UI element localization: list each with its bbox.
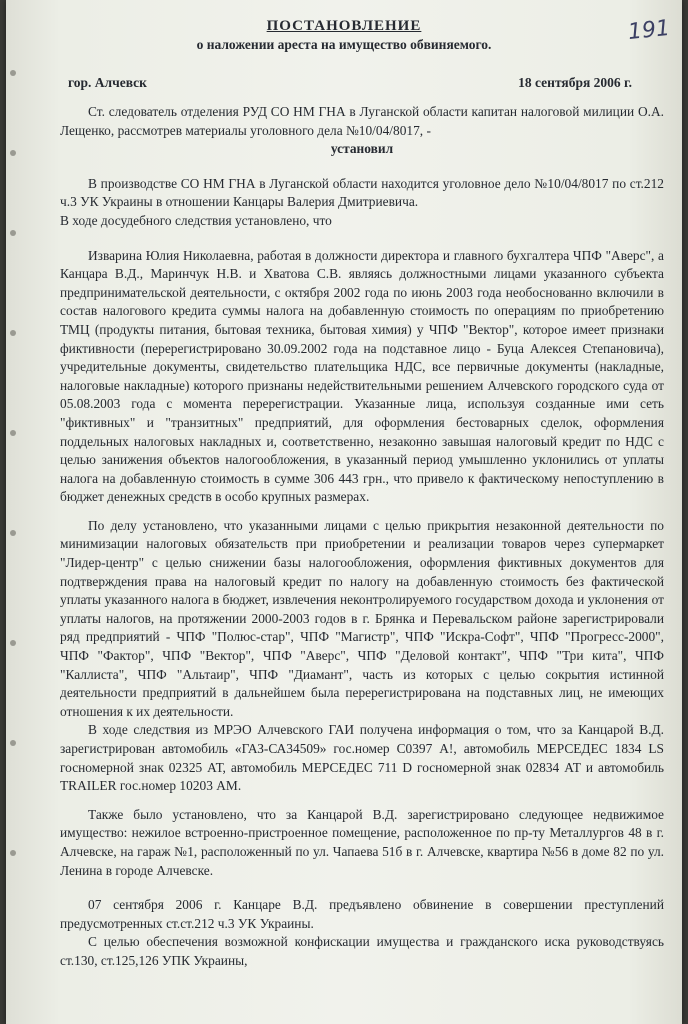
title-block: [6, 15, 682, 53]
paragraph-grounds: С целью обеспечения возможной конфискации имущества и гражданского иска руководствуясь ст.130, ст.125,126 УПК Украины,: [60, 934, 664, 968]
paragraph-companies: По делу установлено, что указанными лицами с целью прикрытия незаконной деятельности по минимизации налоговых обязательств при приобретении и реализации товаров через супермаркет "Лидер-центр" с целью снижении базы налогообложения, оформления фиктивных документов для подтверждения права на налоговый кредит по налогу на добавленную стоимость без фактической уплаты указанного налога в бюджет, извлечения неконтролируемого государством дохода и уклонения от уплаты налогов, на протяжении 2000-2003 годов в г. Брянка и Перевальском районе зарегистрировали ряд предприятий - ЧПФ "Полюс-стар", ЧПФ "Магистр", ЧПФ "Искра-Софт", ЧПФ "Прогресс-2000", ЧПФ "Фактор", ЧПФ "Вектор", ЧПФ "Аверс", ЧПФ "Деловой контакт", ЧПФ "Три кита", ЧПФ "Каллиста", ЧПФ "Альтаир", ЧПФ "Диамант", часть из которых с целью сокрытия истинной деятельности предприятий в дальнейшем была перерегистрирована на подставных лиц, не имеющих отношения к их деятельности.: [60, 517, 664, 719]
paragraph-charge: 07 сентября 2006 г. Канцаре В.Д. предъявлено обвинение в совершении преступлений предусмотренных ст.ст.212 ч.3 УК Украины.: [60, 897, 664, 931]
document-date: 18 сентября 2006 г.: [518, 75, 632, 90]
place-date-row: [68, 75, 632, 91]
paragraph-facts: Изварина Юлия Николаевна, работая в должности директора и главного бухгалтера ЧПФ "Аверс", а Канцара В.Д., Маринчук Н.В. и Хватова С.В. являясь должностными лицами указанного субъекта предпринимательской деятельности, с октября 2002 года по июнь 2003 года необоснованно включили в состав налогового кредита суммы налога на добавленную стоимость по операциям по приобретению ТМЦ (продукты питания, бытовая техника, бытовая химия) у ЧПФ "Вектор", которое имеет признаки фиктивности (перерегистрировано 30.09.2002 года на подставное лицо - Буца Алексея Степановича), учредительные документы, свидетельство плательщика НДС, все первичные документы (накладные, налоговые накладные) которого признаны недействительными решением Алчевского городского суда от 05.08.2003 года с момента перерегистрации. Указанные лица, используя созданные ими сеть "фиктивных" и "транзитных" предприятий, для оформления бестоварных сделок, оформления поддельных налоговых накладных и, соответственно, незаконно завышая налоговый кредит по НДС с целью занижения объектов налогообложения, в указанный период умышленно уклонились от уплаты налога на добавленную стоимость в сумме 306 443 грн., что привело к фактическому непоступлению в бюджет денежных средств в особо крупных размерах.: [60, 247, 664, 505]
handwritten-page-number: 191: [626, 15, 672, 46]
document-page: [6, 0, 682, 1024]
intro-paragraph: Ст. следователь отделения РУД СО НМ ГНА в Луганской области капитан налоговой милиции О.А. Лещенко, рассмотрев материалы уголовного дела №10/04/8017, -: [60, 104, 664, 138]
paragraph-property: Также было установлено, что за Канцарой В.Д. зарегистрировано следующее недвижимое имущество: нежилое встроенно-пристроенное помещение, расположенное по пр-ту Металлургов 48 в г. Алчевске, на гараж №1, расположенный по ул. Чапаева 51б в г. Алчевске, квартира №56 в доме 82 по ул. Ленина в городе Алчевске.: [60, 806, 664, 878]
document-subtitle: о наложении ареста на имущество обвиняемого.: [196, 37, 492, 52]
paragraph-case: В производстве СО НМ ГНА в Луганской области находится уголовное дело №10/04/8017 по ст.212 ч.3 УК Украины в отношении Канцары Валерия Дмитриевича.: [60, 175, 664, 210]
paragraph-vehicles: В ходе следствия из МРЭО Алчевского ГАИ получена информация о том, что за Канцарой В.Д. зарегистрирован автомобиль «ГАЗ-СА34509» гос.номер С0397 А!, автомобиль МЕРСЕДЕС 1834 LS госномерной знак 02325 АТ, автомобиль МЕРСЕДЕС 711 D госномерной знак 02834 АТ и автомобиль TRAILER гос.номер 10203 АМ.: [60, 722, 664, 794]
document-title: ПОСТАНОВЛЕНИЕ: [266, 18, 422, 34]
document-body: [60, 103, 664, 971]
established-heading: установил: [330, 141, 394, 157]
paragraph-investigation: В ходе досудебного следствия установлено, что: [60, 212, 332, 228]
city: гор. Алчевск: [68, 75, 147, 90]
